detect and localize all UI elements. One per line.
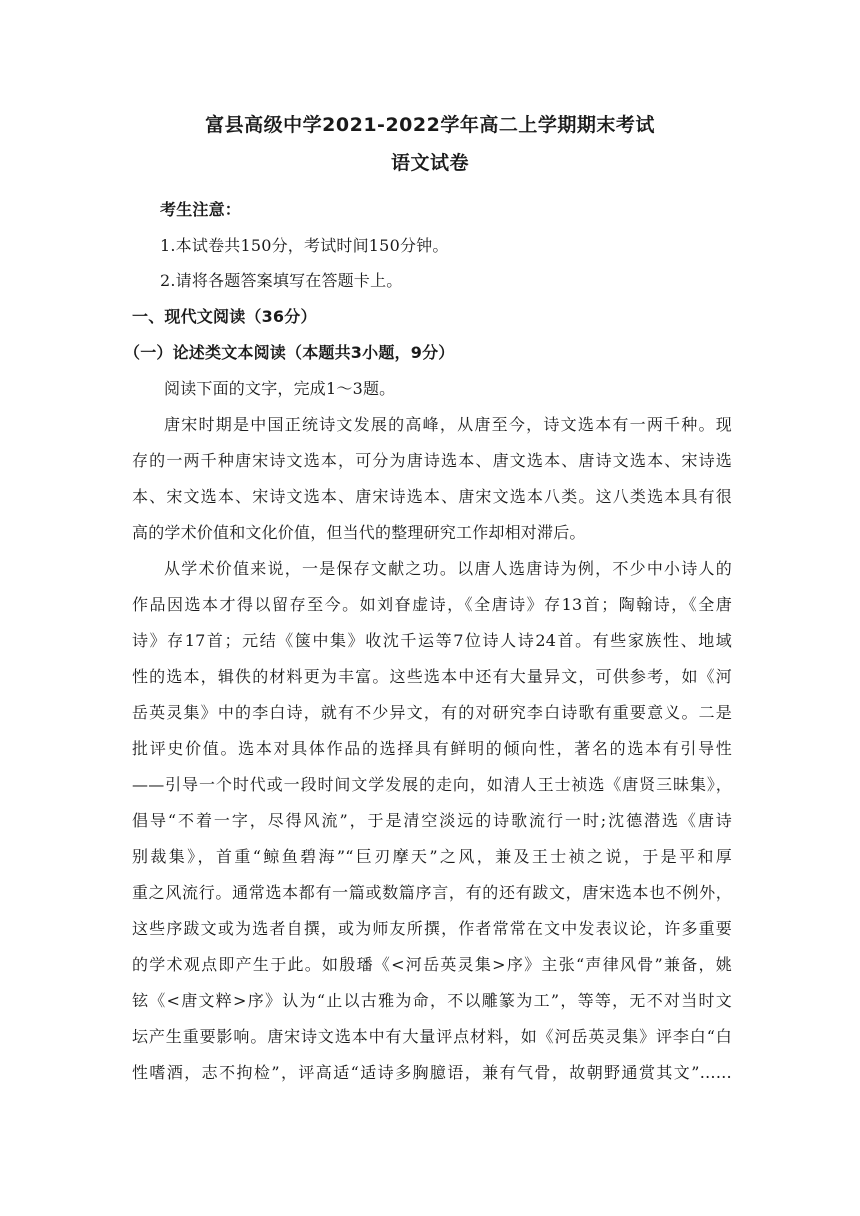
passage-line: 本、宋文选本、宋诗文选本、唐宋诗选本、唐宋文选本八类。这八类选本具有很: [132, 487, 732, 506]
passage-line: 别裁集》，首重“鲸鱼碧海”“巨刃摩天”之风，兼及王士祯之说，于是平和厚: [132, 847, 732, 866]
passage-line: 从学术价值来说，一是保存文献之功。以唐人选唐诗为例，不少中小诗人的: [164, 559, 732, 578]
exam-subtitle: 语文试卷: [390, 152, 469, 174]
passage-line: 性嗜酒，志不拘检”，评高适“适诗多胸臆语，兼有气骨，故朝野通赏其文”……: [132, 1063, 732, 1082]
section-heading: 一、现代文阅读（36分）: [132, 307, 317, 326]
passage-line: 高的学术价值和文化价值，但当代的整理研究工作却相对滞后。: [132, 523, 586, 542]
passage-line: 性的选本，辑佚的材料更为丰富。这些选本中还有大量异文，可供参考，如《河: [132, 667, 732, 686]
subsection-heading: （一）论述类文本阅读（本题共3小题，9分）: [124, 343, 455, 362]
notice-heading: 考生注意：: [160, 200, 242, 219]
passage-line: 作品因选本才得以留存至今。如刘眘虚诗，《全唐诗》存13首；陶翰诗，《全唐: [132, 595, 732, 614]
passage-line: 铉《<唐文粹>序》认为“止以古雅为命，不以雕篆为工”，等等，无不对当时文: [132, 991, 732, 1010]
passage-line: 倡导“不着一字，尽得风流”，于是清空淡远的诗歌流行一时;沈德潜选《唐诗: [132, 811, 732, 830]
passage-line: 唐宋时期是中国正统诗文发展的高峰，从唐至今，诗文选本有一两千种。现: [164, 415, 732, 434]
passage-line: 批评史价值。选本对具体作品的选择具有鲜明的倾向性，著名的选本有引导性: [132, 739, 732, 758]
passage-line: 重之风流行。通常选本都有一篇或数篇序言，有的还有跋文，唐宋选本也不例外，: [132, 883, 732, 902]
passage-line: 诗》存17首；元结《箧中集》收沈千运等7位诗人诗24首。有些家族性、地域: [132, 631, 732, 650]
passage-line: ——引导一个时代或一段时间文学发展的走向，如清人王士祯选《唐贤三昧集》，: [132, 775, 732, 794]
passage-line: 存的一两千种唐宋诗文选本，可分为唐诗选本、唐文选本、唐诗文选本、宋诗选: [132, 451, 732, 470]
passage-line: 坛产生重要影响。唐宋诗文选本中有大量评点材料，如《河岳英灵集》评李白“白: [132, 1027, 732, 1046]
exam-title: 富县高级中学2021-2022学年高二上学期期末考试: [205, 114, 655, 136]
passage-line: 岳英灵集》中的李白诗，就有不少异文，有的对研究李白诗歌有重要意义。二是: [132, 703, 732, 722]
notice-item: 2.请将各题答案填写在答题卡上。: [160, 271, 403, 290]
reading-instruction: 阅读下面的文字，完成1～3题。: [164, 379, 396, 398]
passage-line: 这些序跋文或为选者自撰，或为师友所撰，作者常常在文中发表议论，许多重要: [132, 919, 732, 938]
passage-line: 的学术观点即产生于此。如殷璠《<河岳英灵集>序》主张“声律风骨”兼备，姚: [132, 955, 732, 974]
notice-item: 1.本试卷共150分，考试时间150分钟。: [160, 236, 449, 255]
